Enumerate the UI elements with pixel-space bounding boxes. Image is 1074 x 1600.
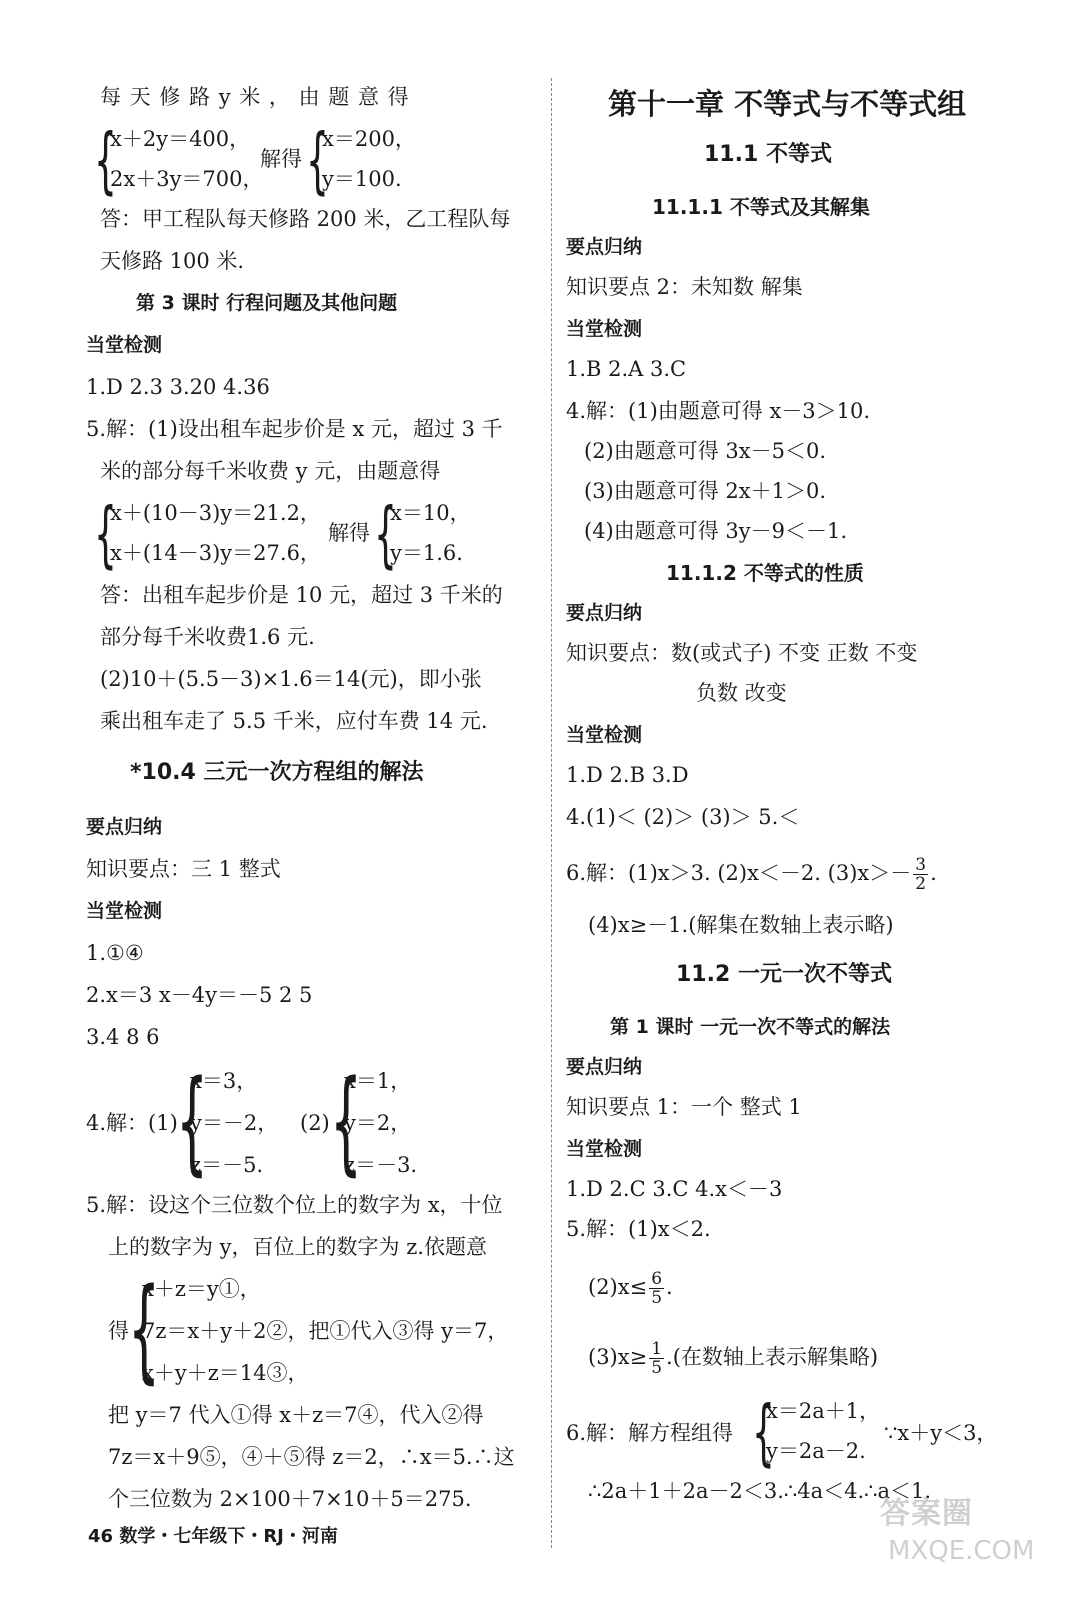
section-heading: 11.1 不等式 <box>704 142 832 167</box>
answer-line <box>588 1340 878 1377</box>
brace-symbol: { <box>752 1390 775 1474</box>
section-label: 当堂检测 <box>86 334 163 356</box>
fraction <box>649 1340 664 1377</box>
text-line: 知识要点：数(或式子) 不变 正数 不变 <box>566 641 918 665</box>
lesson-heading: 第 1 课时 一元一次不等式的解法 <box>610 1016 891 1038</box>
answer-text: .(在数轴上表示解集略) <box>666 1345 879 1369</box>
text-line: 负数 改变 <box>696 681 787 705</box>
equation-line: x＋(10－3)y＝21.2， <box>110 501 321 525</box>
text-line: 个三位数为 2×100＋7×10＋5＝275. <box>108 1487 472 1511</box>
watermark-logo: 答案圈 <box>880 1496 973 1531</box>
text-line: 答：甲工程队每天修路 200 米，乙工程队每 <box>100 207 511 231</box>
answer-line: 5.解：(1)设出租车起步价是 x 元，超过 3 千 <box>86 417 503 441</box>
equation-line: y＝2， <box>344 1111 412 1135</box>
equation-line: y＝1.6. <box>390 541 463 565</box>
section-label: 要点归纳 <box>86 816 163 838</box>
section-heading: 11.2 一元一次不等式 <box>676 962 892 987</box>
subsection-heading: 11.1.2 不等式的性质 <box>666 561 864 585</box>
answer-line: (3)由题意可得 2x＋1＞0. <box>584 479 827 503</box>
answer-line: 5.解：设这个三位数个位上的数字为 x，十位 <box>86 1193 503 1217</box>
subsection-heading: 11.1.1 不等式及其解集 <box>652 195 870 219</box>
equation-line: x＝2a＋1， <box>766 1399 881 1423</box>
page-footer: 46 数学・七年级下・RJ・河南 <box>88 1526 338 1547</box>
equation-line: x＋z＝y①， <box>142 1277 261 1301</box>
section-label: 要点归纳 <box>566 1056 643 1078</box>
brace-symbol: { <box>94 118 117 202</box>
answer-line: 4.(1)＜ (2)＞ (3)＞ 5.＜ <box>566 805 800 829</box>
equation-line: x＋y＋z＝14③， <box>142 1361 309 1385</box>
section-label: 当堂检测 <box>86 900 163 922</box>
equation-line: y＝－2， <box>190 1111 279 1135</box>
text-line: 知识要点 1：一个 整式 1 <box>566 1095 802 1119</box>
text-line: 7z＝x＋9⑤，④＋⑤得 z＝2，∴x＝5.∴这 <box>108 1445 515 1469</box>
answer-line: 1.D 2.3 3.20 4.36 <box>86 375 270 399</box>
text-line: 答：出租车起步价是 10 元，超过 3 千米的 <box>100 583 503 607</box>
answer-line: 5.解：(1)x＜2. <box>566 1217 711 1241</box>
fraction-denominator: 2 <box>915 874 927 894</box>
section-heading: *10.4 三元一次方程组的解法 <box>130 760 424 785</box>
answer-line: ∵x＋y＜3， <box>884 1421 998 1445</box>
equation-line: x＝10， <box>390 501 471 525</box>
brace-symbol: { <box>306 118 329 202</box>
fraction <box>649 1270 664 1307</box>
answer-line <box>588 1270 673 1307</box>
fraction <box>913 856 928 893</box>
equation-line: x＋2y＝400， <box>110 127 251 151</box>
answer-line: 1.①④ <box>86 941 144 965</box>
equation-line: y＝2a－2. <box>766 1439 866 1463</box>
text-line: 天修路 100 米. <box>100 249 245 273</box>
section-label: 要点归纳 <box>566 602 643 624</box>
text-line: 知识要点 2：未知数 解集 <box>566 275 803 299</box>
answer-line: 4.解：(1)由题意可得 x－3＞10. <box>566 399 871 423</box>
text-line: (2) <box>300 1111 330 1135</box>
answer-line: ∴2a＋1＋2a－2＜3.∴4a＜4.∴a＜1. <box>588 1479 932 1503</box>
section-label: 要点归纳 <box>566 236 643 258</box>
equation-line: x＝3， <box>190 1069 258 1093</box>
answer-line: 4.解：(1) <box>86 1111 178 1135</box>
answer-line: 2.x＝3 x－4y＝－5 2 5 <box>86 983 313 1007</box>
brace-symbol: { <box>128 1265 161 1395</box>
answer-line: 1.B 2.A 3.C <box>566 357 687 381</box>
text-line: 解得 <box>328 521 370 545</box>
answer-text: . <box>666 1275 673 1299</box>
text-line: 米的部分每千米收费 y 元，由题意得 <box>100 459 441 483</box>
section-label: 当堂检测 <box>566 318 643 340</box>
text-line: 每 天 修 路 y 米 ， 由 题 意 得 <box>100 85 410 109</box>
brace-symbol: { <box>374 492 397 576</box>
fraction-numerator: 6 <box>651 1269 663 1289</box>
brace-symbol: { <box>330 1057 363 1187</box>
fraction-numerator: 1 <box>651 1339 663 1359</box>
answer-text: (3)x≥ <box>588 1345 648 1369</box>
text-line: (2)10＋(5.5－3)×1.6＝14(元)，即小张 <box>100 667 482 691</box>
brace-symbol: { <box>176 1057 209 1187</box>
column-divider <box>551 78 552 1548</box>
section-label: 当堂检测 <box>566 724 643 746</box>
answer-line: (2)由题意可得 3x－5＜0. <box>584 439 827 463</box>
lesson-heading: 第 3 课时 行程问题及其他问题 <box>136 292 398 314</box>
text-line: 解得 <box>260 147 302 171</box>
answer-text: (2)x≤ <box>588 1275 648 1299</box>
equation-line: x＝200， <box>322 127 416 151</box>
answer-text: 6.解：(1)x＞3. (2)x＜－2. (3)x＞－ <box>566 861 912 885</box>
chapter-title: 第十一章 不等式与不等式组 <box>608 87 967 121</box>
brace-symbol: { <box>94 492 117 576</box>
answer-line: 3.4 8 6 <box>86 1025 160 1049</box>
text-line: 得 <box>108 1319 129 1343</box>
answer-text: . <box>930 861 937 885</box>
text-line: 乘出租车走了 5.5 千米，应付车费 14 元. <box>100 709 488 733</box>
text-line: 知识要点：三 1 整式 <box>86 857 281 881</box>
equation-line: y＝100. <box>322 167 402 191</box>
fraction-denominator: 5 <box>651 1288 663 1308</box>
watermark-url: MXQE.COM <box>888 1536 1035 1566</box>
equation-line: x＝1， <box>344 1069 412 1093</box>
text-line: 把 y＝7 代入①得 x＋z＝7④，代入②得 <box>108 1403 484 1427</box>
equation-line: z＝－5. <box>190 1153 264 1177</box>
answer-line: 1.D 2.B 3.D <box>566 763 689 787</box>
section-label: 当堂检测 <box>566 1138 643 1160</box>
answer-line <box>566 856 937 893</box>
text-line: 上的数字为 y，百位上的数字为 z.依题意 <box>108 1235 487 1259</box>
equation-line: 7z＝x＋y＋2②，把①代入③得 y＝7， <box>142 1319 509 1343</box>
answer-line: (4)由题意可得 3y－9＜－1. <box>584 519 848 543</box>
fraction-numerator: 3 <box>915 855 927 875</box>
answer-line: 1.D 2.C 3.C 4.x＜－3 <box>566 1177 783 1201</box>
answer-line: (4)x≥－1.(解集在数轴上表示略) <box>588 913 894 937</box>
text-line: 部分每千米收费1.6 元. <box>100 625 315 649</box>
equation-line: 2x＋3y＝700， <box>110 167 264 191</box>
equation-line: x＋(14－3)y＝27.6， <box>110 541 321 565</box>
equation-line: z＝－3. <box>344 1153 418 1177</box>
answer-line: 6.解：解方程组得 <box>566 1421 734 1445</box>
fraction-denominator: 5 <box>651 1358 663 1378</box>
